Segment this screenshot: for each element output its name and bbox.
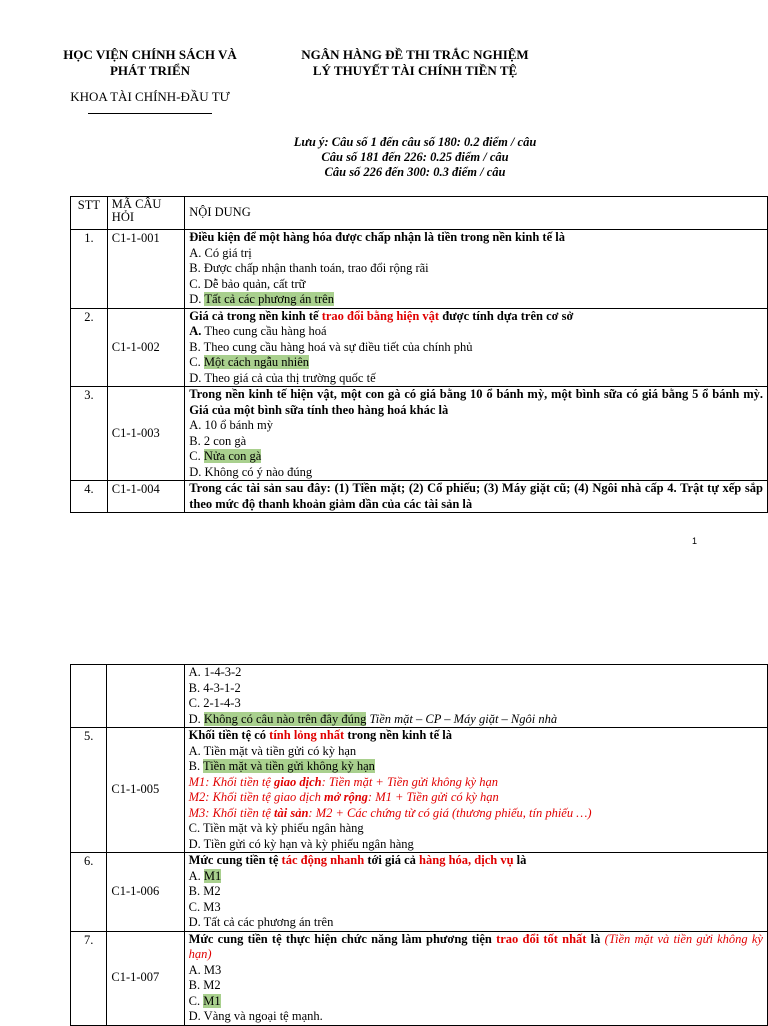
q3-option-a: A. 10 ổ bánh mỳ	[189, 418, 273, 432]
q4-code: C1-1-004	[107, 481, 184, 513]
q5-m1-pre: M1: Khối tiền tệ	[188, 774, 275, 789]
q7-stt: 7.	[71, 931, 107, 1025]
q7-option-d: D. Vàng và ngoại tệ mạnh.	[188, 1009, 323, 1023]
q5-m3-bold: tài sản	[274, 805, 309, 820]
q7-content	[184, 931, 767, 1025]
q6-option-a	[189, 869, 763, 885]
q3-code: C1-1-003	[107, 387, 184, 481]
q6-stt: 6.	[71, 853, 107, 932]
document-title	[275, 47, 555, 79]
q1-correct-answer: Tất cả các phương án trên	[204, 292, 334, 306]
q2-option-a	[189, 324, 763, 340]
q5-option-a: A. Tiền mặt và tiền gửi có kỳ hạn	[188, 743, 357, 758]
q5-note-m3	[189, 806, 763, 822]
q5-note-m2	[189, 790, 763, 806]
q6-question-post: là	[513, 853, 527, 867]
q3-option-b: B. 2 con gà	[189, 433, 247, 448]
q5-option-d: D. Tiền gửi có kỳ hạn và kỳ phiếu ngân hàng	[188, 836, 414, 851]
question-table-page1	[70, 196, 768, 513]
question-row-5	[71, 728, 768, 853]
q2-a-label: A.	[189, 324, 202, 338]
header-underline	[88, 113, 212, 114]
q5-b-prefix: B.	[188, 759, 203, 773]
question-row-6	[71, 853, 768, 932]
q5-option-b	[189, 759, 763, 775]
note-line1: Lưu ý: Câu số 1 đến câu số 180: 0.2 điểm / câu	[293, 135, 537, 149]
question-row-2	[71, 308, 768, 387]
department-name: KHOA TÀI CHÍNH-ĐẦU TƯ	[70, 89, 230, 104]
q2-question-highlight: trao đổi bằng hiện vật	[321, 308, 440, 323]
header-code: MÃ CÂU HỎI	[107, 197, 184, 230]
question-row-1	[71, 230, 768, 309]
q2-question	[189, 309, 763, 325]
q2-question-pre: Giá cả trong nền kinh tế	[189, 308, 322, 323]
q6-option-b: B. M2	[188, 884, 221, 898]
q1-d-prefix: D.	[189, 292, 205, 306]
title-line2: LÝ THUYẾT TÀI CHÍNH TIỀN TỆ	[312, 63, 518, 78]
q5-question-post: trong nền kinh tế là	[344, 728, 452, 742]
q1-code: C1-1-001	[107, 230, 184, 309]
q7-option-a: A. M3	[188, 962, 222, 977]
q4-options	[184, 665, 767, 728]
q7-option-b: B. M2	[188, 978, 221, 992]
q2-stt: 2.	[71, 308, 108, 387]
q5-m3-post: : M2 + Các chứng từ có giá (thương phiếu, tín phiếu …)	[308, 805, 592, 820]
q6-option-d: D. Tất cả các phương án trên	[188, 915, 334, 929]
q2-c-prefix: C.	[189, 355, 204, 369]
q1-option-a: A. Có giá trị	[189, 245, 252, 260]
q4-stt-cont	[71, 665, 107, 728]
q3-option-d: D. Không có ý nào đúng	[189, 464, 313, 479]
q2-content	[185, 308, 768, 387]
question-row-4-continued	[71, 665, 768, 728]
q4-explanation: Tiền mặt – CP – Máy giặt – Ngôi nhà	[366, 711, 558, 726]
q4-code-cont	[107, 665, 184, 728]
q3-correct-answer: Nửa con gà	[203, 449, 262, 463]
q5-m2-pre: M2: Khối tiền tệ giao dịch	[188, 790, 325, 804]
q6-correct-answer: M1	[203, 868, 222, 883]
q3-stt: 3.	[71, 387, 108, 481]
q2-question-post: được tính dựa trên cơ sở	[439, 308, 574, 323]
q4-question: Trong các tài sản sau đây: (1) Tiền mặt; (2) Cổ phiếu; (3) Máy giặt cũ; (4) Ngôi nhà cấp 4. Trật tự xếp sắp theo mức độ thanh khoản giảm dần của các tài sản là	[189, 481, 763, 511]
q4-option-a: A. 1-4-3-2	[188, 665, 242, 679]
q1-option-d	[189, 292, 763, 308]
q6-question-pre: Mức cung tiền tệ	[188, 853, 282, 867]
q1-option-c: C. Dễ bảo quản, cất trữ	[189, 276, 306, 291]
q4-option-d	[189, 712, 763, 728]
q2-correct-answer: Một cách ngẫu nhiên	[203, 355, 310, 369]
q7-question-pre: Mức cung tiền tệ thực hiện chức năng làm phương tiện	[188, 931, 497, 946]
q4-option-c: C. 2-1-4-3	[188, 696, 241, 710]
q2-option-c	[189, 355, 763, 371]
q3-question: Trong nền kinh tế hiện vật, một con gà có giá bằng 10 ổ bánh mỳ, một bình sữa có giá bằng 5 ổ bánh mỳ. Giá của một bình sữa tính theo hàng hoá khác là	[189, 387, 763, 417]
q6-question-highlight-2: hàng hóa, dịch vụ	[419, 853, 514, 867]
q4-stt: 4.	[71, 481, 108, 513]
q4-option-b: B. 4-3-1-2	[188, 680, 241, 695]
q6-question-highlight-1: tác động nhanh	[281, 853, 365, 867]
q5-m1-bold: giao dịch	[274, 774, 322, 789]
q5-note-m1	[189, 775, 763, 791]
institute-header	[30, 47, 270, 114]
header-stt: STT	[71, 197, 108, 230]
page-number: 1	[692, 536, 698, 546]
q7-option-c	[189, 994, 763, 1010]
q5-correct-answer: Tiền mặt và tiền gửi không kỳ hạn	[203, 759, 375, 773]
q3-option-c	[189, 449, 763, 465]
institute-name-line1: HỌC VIỆN CHÍNH SÁCH VÀ	[63, 47, 237, 62]
q2-code: C1-1-002	[107, 308, 184, 387]
q7-question-note: (Tiền mặt và tiền gửi không kỳ hạn)	[188, 931, 763, 961]
note-line3: Câu số 226 đến 300: 0.3 điểm / câu	[324, 165, 506, 179]
q6-code: C1-1-006	[107, 853, 184, 932]
q7-code: C1-1-007	[107, 931, 184, 1025]
q4-correct-answer: Không có câu nào trên đây đúng	[203, 711, 367, 726]
q7-c-prefix: C.	[188, 993, 204, 1008]
question-row-7	[71, 931, 768, 1025]
question-table-page2	[70, 664, 768, 1026]
q6-content	[184, 853, 767, 932]
q2-option-d: D. Theo giá cả của thị trường quốc tế	[189, 370, 376, 385]
q6-question	[189, 853, 763, 869]
q5-question-pre: Khối tiền tệ có	[188, 728, 270, 742]
q7-question	[189, 932, 763, 963]
q5-stt: 5.	[71, 728, 107, 853]
q5-m1-post: : Tiền mặt + Tiền gửi không kỳ hạn	[321, 774, 498, 789]
header-content: NỘI DUNG	[185, 197, 768, 230]
q1-stt: 1.	[71, 230, 108, 309]
q6-option-c: C. M3	[188, 899, 221, 914]
q5-content	[184, 728, 767, 853]
q1-content	[185, 230, 768, 309]
institute-name-line2: PHÁT TRIỂN	[109, 63, 191, 78]
scoring-note	[230, 135, 600, 180]
q7-question-highlight: trao đổi tốt nhất	[496, 931, 587, 946]
question-row-3	[71, 387, 768, 481]
q3-content	[185, 387, 768, 481]
q5-question-highlight: tính lỏng nhất	[269, 728, 345, 742]
q1-question: Điều kiện để một hàng hóa được chấp nhận là tiền trong nền kinh tế là	[189, 230, 565, 244]
q5-question	[189, 728, 763, 744]
note-line2: Câu số 181 đến 226: 0.25 điểm / câu	[321, 150, 509, 164]
table-header-row	[71, 197, 768, 230]
q7-correct-answer: M1	[203, 993, 221, 1008]
q4-d-prefix: D.	[188, 711, 204, 726]
title-line1: NGÂN HÀNG ĐỀ THI TRẮC NGHIỆM	[301, 47, 529, 62]
q6-question-mid: tới giá cả	[364, 853, 420, 867]
q5-option-c: C. Tiền mặt và kỳ phiếu ngân hàng	[188, 821, 364, 835]
question-row-4	[71, 481, 768, 513]
q1-option-b: B. Được chấp nhận thanh toán, trao đổi rộng rãi	[189, 261, 429, 275]
q5-code: C1-1-005	[107, 728, 184, 853]
q2-option-b: B. Theo cung cầu hàng hoá và sự điều tiết của chính phủ	[189, 339, 473, 354]
q4-content	[185, 481, 768, 513]
q5-m3-pre: M3: Khối tiền tệ	[188, 805, 275, 820]
q3-c-prefix: C.	[189, 449, 204, 463]
q5-m2-post: : M1 + Tiền gửi có kỳ hạn	[367, 790, 499, 804]
q2-a-text: Theo cung cầu hàng hoá	[201, 324, 327, 338]
q7-question-post: là	[586, 931, 605, 946]
q5-m2-bold: mở rộng	[324, 790, 368, 804]
q6-a-prefix: A.	[188, 868, 204, 883]
